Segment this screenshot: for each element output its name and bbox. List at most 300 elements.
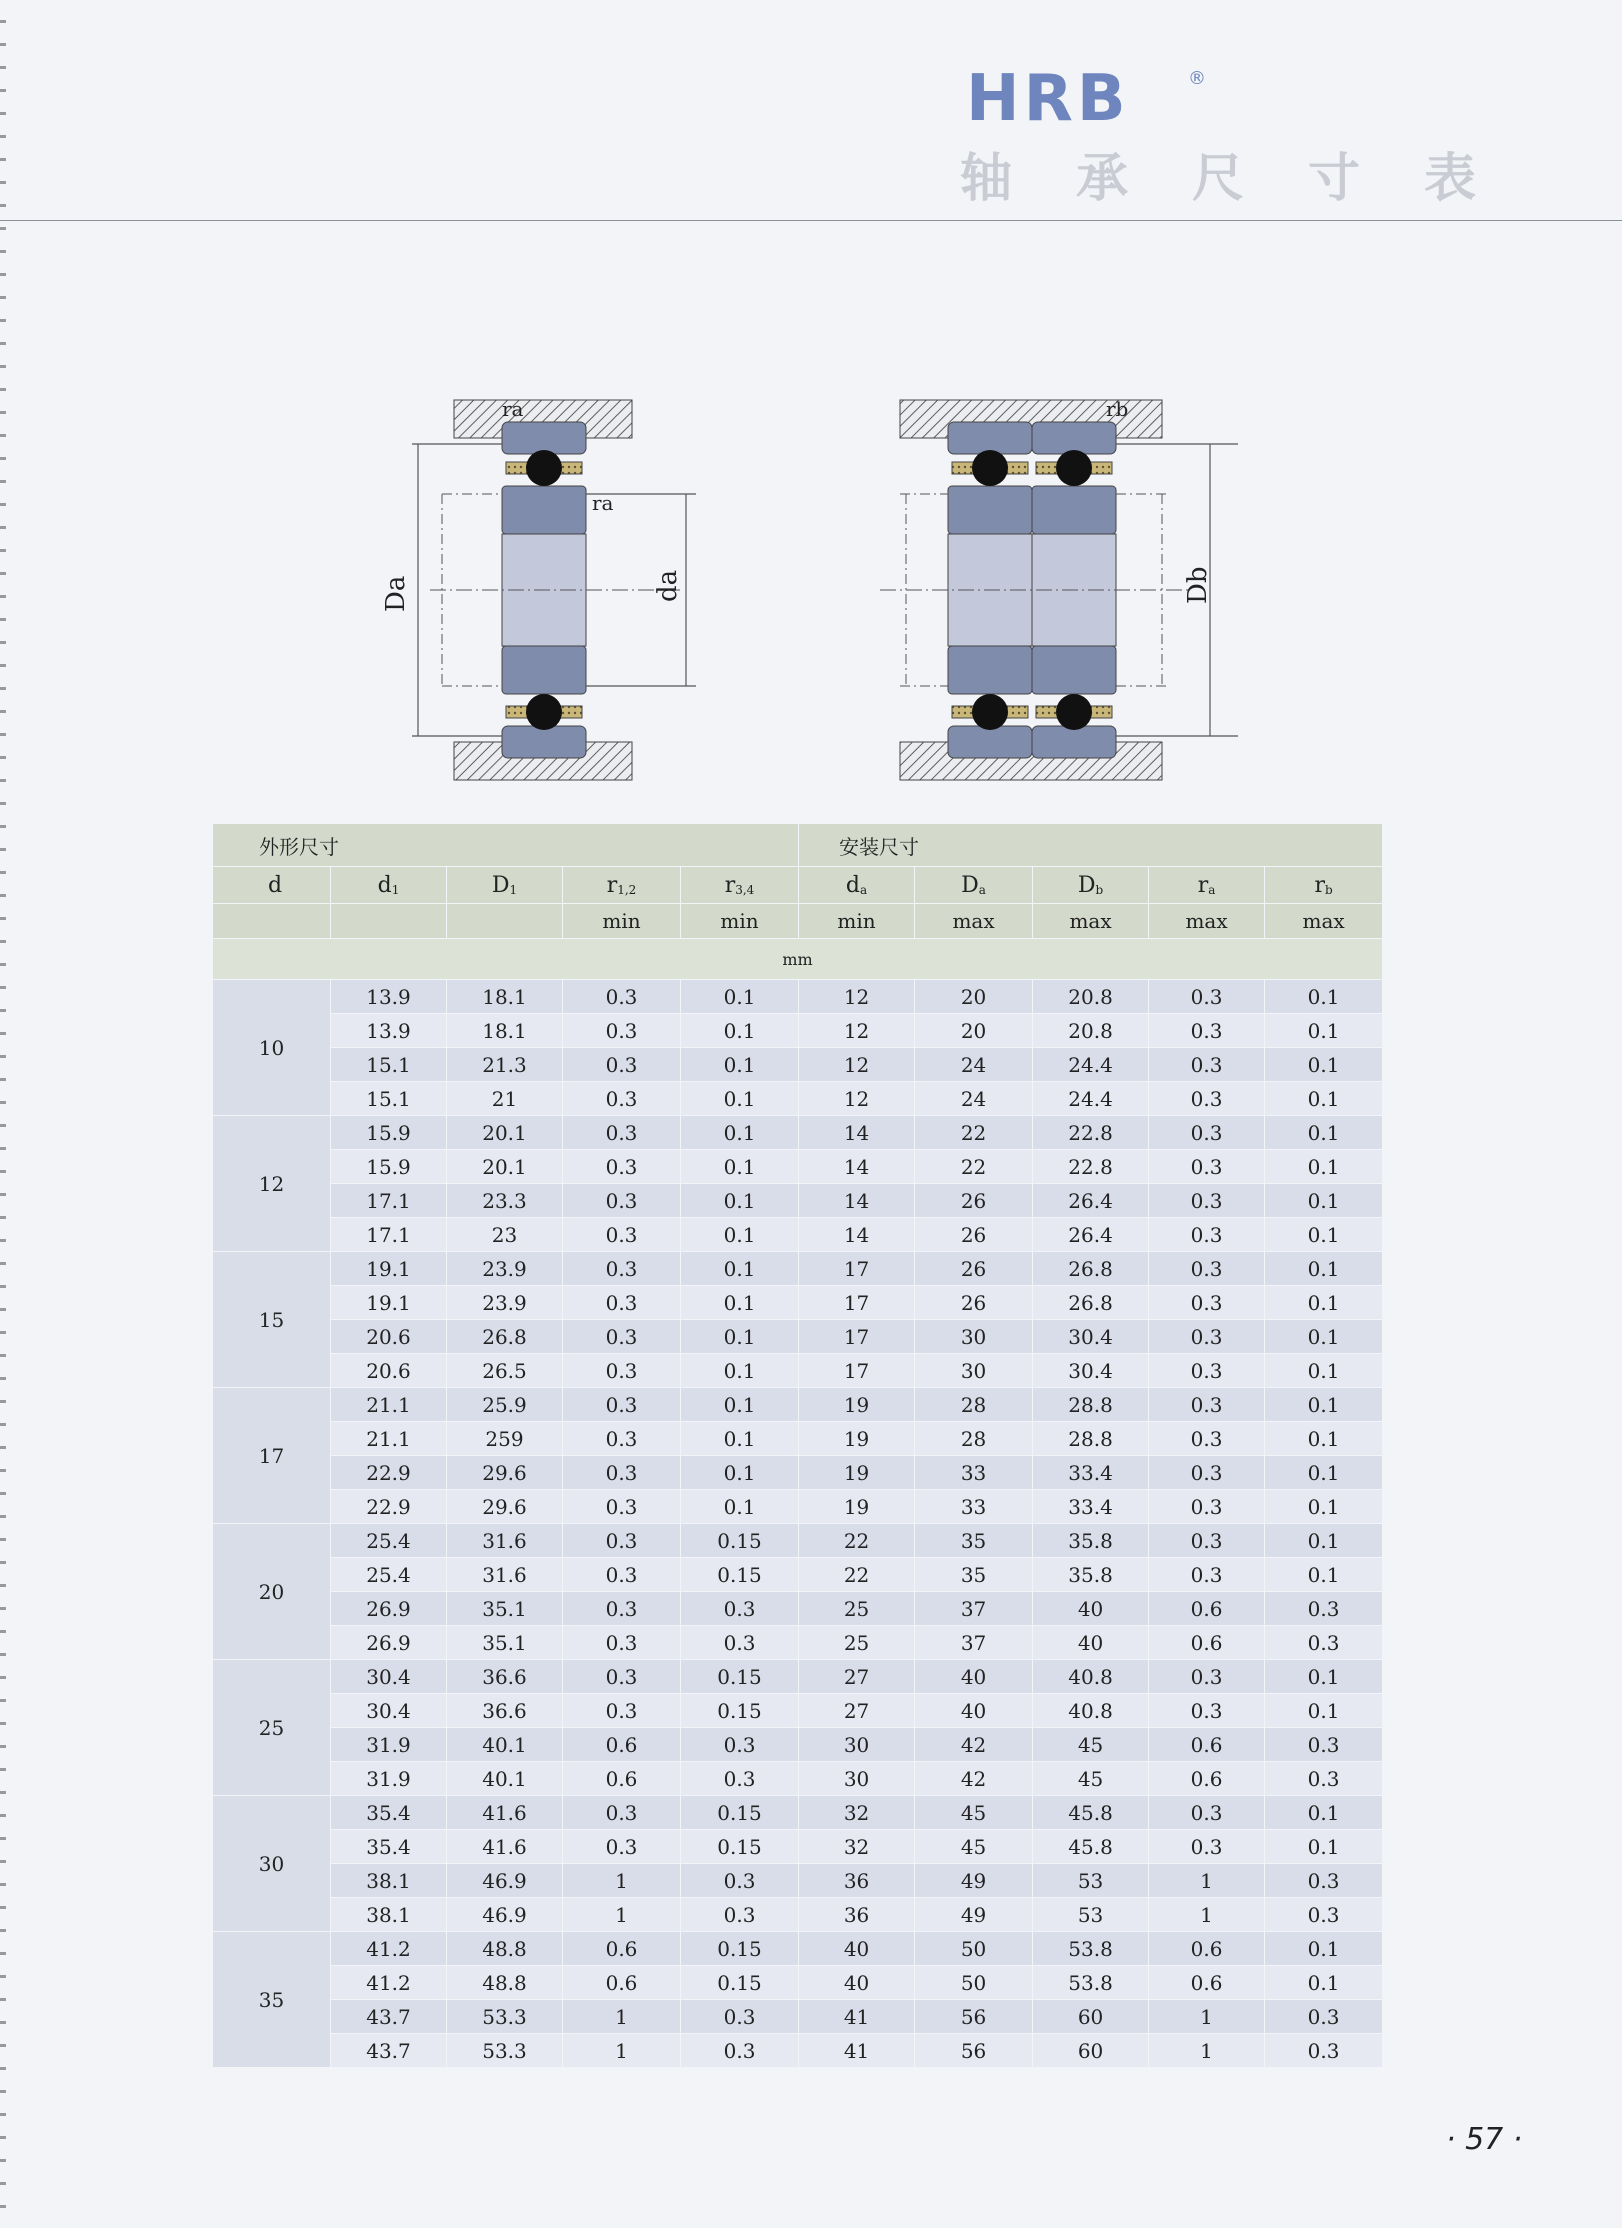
table-cell: 20.6	[331, 1320, 447, 1354]
table-cell: 26	[915, 1184, 1033, 1218]
table-cell: 0.1	[1265, 1048, 1383, 1082]
table-cell: 17	[799, 1252, 915, 1286]
table-cell: 0.1	[681, 1014, 799, 1048]
bore-d-cell: 12	[213, 1116, 331, 1252]
table-cell: 35.1	[447, 1626, 563, 1660]
table-cell: 36.6	[447, 1694, 563, 1728]
table-cell: 26.8	[1033, 1252, 1149, 1286]
table-cell: 0.1	[1265, 1082, 1383, 1116]
table-cell: 0.3	[563, 1524, 681, 1558]
table-cell: 13.9	[331, 1014, 447, 1048]
table-cell: 0.15	[681, 1932, 799, 1966]
table-cell: 42	[915, 1728, 1033, 1762]
table-cell: 0.1	[1265, 1932, 1383, 1966]
table-cell: 0.3	[1149, 1184, 1265, 1218]
table-cell: 0.1	[1265, 1558, 1383, 1592]
table-cell: 32	[799, 1796, 915, 1830]
table-cell: 0.3	[1149, 1524, 1265, 1558]
table-cell: 19	[799, 1456, 915, 1490]
table-cell: 20.8	[1033, 980, 1149, 1014]
table-cell: 0.3	[681, 1592, 799, 1626]
table-cell: 24	[915, 1082, 1033, 1116]
table-cell: 0.1	[1265, 1354, 1383, 1388]
table-cell: 43.7	[331, 2000, 447, 2034]
group-outer: 外形尺寸	[213, 824, 799, 867]
table-cell: 28	[915, 1388, 1033, 1422]
table-cell: 21	[447, 1082, 563, 1116]
table-cell: 1	[563, 2000, 681, 2034]
table-cell: 0.3	[1265, 1864, 1383, 1898]
page-title: 轴承尺寸表	[960, 149, 1541, 209]
table-cell: 56	[915, 2034, 1033, 2068]
table-cell: 0.3	[563, 1252, 681, 1286]
table-row	[213, 1796, 1383, 1830]
table-cell: 0.1	[681, 1252, 799, 1286]
bore-d-cell: 20	[213, 1524, 331, 1660]
table-cell: 14	[799, 1116, 915, 1150]
bore-d-cell: 25	[213, 1660, 331, 1796]
table-cell: 49	[915, 1898, 1033, 1932]
table-row	[213, 1014, 1383, 1048]
table-cell: 33.4	[1033, 1456, 1149, 1490]
table-cell: 0.1	[1265, 1830, 1383, 1864]
table-cell: 23.3	[447, 1184, 563, 1218]
table-row	[213, 1184, 1383, 1218]
table-cell: 28	[915, 1422, 1033, 1456]
table-cell: 19	[799, 1490, 915, 1524]
table-cell: 30.4	[1033, 1320, 1149, 1354]
table-row	[213, 1354, 1383, 1388]
bearing-drawings	[380, 380, 1260, 800]
table-cell: 0.3	[1149, 1014, 1265, 1048]
table-cell: 45	[915, 1796, 1033, 1830]
table-cell: 60	[1033, 2034, 1149, 2068]
table-cell: 0.6	[563, 1728, 681, 1762]
table-cell: 1	[1149, 2000, 1265, 2034]
col-d: d	[213, 867, 331, 904]
table-cell: 40	[915, 1694, 1033, 1728]
table-cell: 0.3	[563, 1592, 681, 1626]
table-cell: 13.9	[331, 980, 447, 1014]
table-cell: 33	[915, 1456, 1033, 1490]
table-cell: 18.1	[447, 1014, 563, 1048]
table-cell: 26	[915, 1252, 1033, 1286]
table-cell: 0.3	[563, 1660, 681, 1694]
table-cell: 0.3	[681, 1898, 799, 1932]
table-row	[213, 1422, 1383, 1456]
col-D1: $D_1$	[447, 867, 563, 904]
table-cell: 26.8	[447, 1320, 563, 1354]
table-cell: 27	[799, 1660, 915, 1694]
table-cell: 25	[799, 1626, 915, 1660]
table-row	[213, 980, 1383, 1014]
header-unit-row	[213, 904, 1383, 939]
unit-r34: min	[681, 904, 799, 939]
table-cell: 25.4	[331, 1524, 447, 1558]
table-cell: 0.3	[681, 1626, 799, 1660]
table-row	[213, 1728, 1383, 1762]
table-cell: 0.3	[1149, 980, 1265, 1014]
table-cell: 0.15	[681, 1830, 799, 1864]
table-cell: 0.15	[681, 1558, 799, 1592]
table-cell: 0.3	[563, 1694, 681, 1728]
table-cell: 46.9	[447, 1864, 563, 1898]
table-cell: 0.1	[681, 1320, 799, 1354]
table-cell: 15.1	[331, 1048, 447, 1082]
table-cell: 17.1	[331, 1218, 447, 1252]
table-cell: 40.8	[1033, 1694, 1149, 1728]
unit-r12: min	[563, 904, 681, 939]
table-row	[213, 1762, 1383, 1796]
table-cell: 0.3	[563, 1388, 681, 1422]
table-cell: 41.2	[331, 1966, 447, 2000]
table-cell: 1	[563, 2034, 681, 2068]
col-r12: $r_{1,2}$	[563, 867, 681, 904]
table-cell: 36	[799, 1864, 915, 1898]
table-cell: 0.3	[563, 1150, 681, 1184]
table-cell: 0.3	[563, 1082, 681, 1116]
table-cell: 0.3	[1149, 1252, 1265, 1286]
label-ra-top: ra	[502, 397, 524, 421]
table-cell: 28.8	[1033, 1388, 1149, 1422]
table-cell: 12	[799, 1082, 915, 1116]
table-cell: 0.3	[1149, 1490, 1265, 1524]
table-cell: 0.3	[563, 1048, 681, 1082]
table-cell: 17	[799, 1320, 915, 1354]
table-cell: 0.3	[1149, 1456, 1265, 1490]
table-cell: 0.3	[681, 2000, 799, 2034]
table-cell: 14	[799, 1184, 915, 1218]
table-cell: 32	[799, 1830, 915, 1864]
table-cell: 1	[563, 1898, 681, 1932]
table-cell: 0.3	[563, 1830, 681, 1864]
table-cell: 1	[1149, 2034, 1265, 2068]
table-cell: 0.15	[681, 1966, 799, 2000]
table-cell: 36.6	[447, 1660, 563, 1694]
table-cell: 0.3	[563, 1456, 681, 1490]
table-row	[213, 1048, 1383, 1082]
label-rb: rb	[1106, 397, 1129, 421]
table-cell: 41	[799, 2034, 915, 2068]
table-row	[213, 1626, 1383, 1660]
table-cell: 0.1	[1265, 1388, 1383, 1422]
table-cell: 12	[799, 1014, 915, 1048]
table-cell: 33.4	[1033, 1490, 1149, 1524]
table-cell: 53.8	[1033, 1966, 1149, 2000]
table-cell: 42	[915, 1762, 1033, 1796]
table-cell: 0.3	[1265, 1592, 1383, 1626]
table-cell: 26	[915, 1286, 1033, 1320]
table-cell: 0.3	[563, 1116, 681, 1150]
table-cell: 20.1	[447, 1116, 563, 1150]
table-cell: 41	[799, 2000, 915, 2034]
table-cell: 0.1	[681, 1286, 799, 1320]
table-cell: 40	[799, 1966, 915, 2000]
table-cell: 53.3	[447, 2034, 563, 2068]
bore-d-cell: 35	[213, 1932, 331, 2068]
table-cell: 0.3	[1149, 1048, 1265, 1082]
table-cell: 60	[1033, 2000, 1149, 2034]
table-row	[213, 1966, 1383, 2000]
table-cell: 21.1	[331, 1422, 447, 1456]
ball-top	[526, 450, 562, 486]
table-cell: 30.4	[331, 1694, 447, 1728]
table-cell: 37	[915, 1592, 1033, 1626]
unit-Db: max	[1033, 904, 1149, 939]
table-cell: 0.1	[1265, 1252, 1383, 1286]
table-row	[213, 1456, 1383, 1490]
table-cell: 0.1	[1265, 1524, 1383, 1558]
table-cell: 35.1	[447, 1592, 563, 1626]
table-cell: 0.15	[681, 1524, 799, 1558]
table-cell: 0.3	[1149, 1388, 1265, 1422]
table-cell: 0.1	[1265, 1422, 1383, 1456]
table-cell: 28.8	[1033, 1422, 1149, 1456]
bore-d-cell: 17	[213, 1388, 331, 1524]
table-cell: 0.3	[1149, 1354, 1265, 1388]
page-number: · 57 ·	[1446, 2122, 1523, 2157]
table-cell: 23	[447, 1218, 563, 1252]
table-cell: 38.1	[331, 1898, 447, 1932]
table-row	[213, 1150, 1383, 1184]
table-cell: 45	[1033, 1762, 1149, 1796]
col-d1: $d_1$	[331, 867, 447, 904]
table-cell: 40	[915, 1660, 1033, 1694]
table-cell: 0.1	[1265, 1320, 1383, 1354]
table-cell: 0.1	[1265, 1150, 1383, 1184]
unit-label: mm	[213, 939, 1383, 980]
table-cell: 53	[1033, 1864, 1149, 1898]
col-Da: $D_a$	[915, 867, 1033, 904]
ball-bottom	[526, 694, 562, 730]
table-cell: 0.3	[1265, 1728, 1383, 1762]
table-row	[213, 1082, 1383, 1116]
table-cell: 0.3	[1149, 1796, 1265, 1830]
brand-logo: HRB	[966, 62, 1130, 136]
table-cell: 21.1	[331, 1388, 447, 1422]
table-cell: 0.3	[1149, 1660, 1265, 1694]
table-cell: 31.9	[331, 1762, 447, 1796]
table-cell: 0.1	[681, 1116, 799, 1150]
table-cell: 18.1	[447, 980, 563, 1014]
table-cell: 0.15	[681, 1660, 799, 1694]
table-cell: 0.1	[681, 1354, 799, 1388]
table-cell: 15.9	[331, 1150, 447, 1184]
table-cell: 30.4	[1033, 1354, 1149, 1388]
table-row	[213, 1558, 1383, 1592]
table-cell: 29.6	[447, 1490, 563, 1524]
right-bearing-drawing	[880, 397, 1238, 780]
table-cell: 45.8	[1033, 1830, 1149, 1864]
table-cell: 12	[799, 1048, 915, 1082]
col-Db: $D_b$	[1033, 867, 1149, 904]
table-cell: 0.3	[681, 1728, 799, 1762]
table-cell: 48.8	[447, 1966, 563, 2000]
table-cell: 0.1	[1265, 1116, 1383, 1150]
table-row	[213, 1864, 1383, 1898]
table-cell: 45	[915, 1830, 1033, 1864]
table-cell: 0.6	[1149, 1966, 1265, 2000]
label-Db: Db	[1183, 566, 1213, 604]
table-cell: 27	[799, 1694, 915, 1728]
table-cell: 46.9	[447, 1898, 563, 1932]
table-row	[213, 1320, 1383, 1354]
table-row	[213, 1898, 1383, 1932]
table-cell: 14	[799, 1218, 915, 1252]
table-cell: 0.1	[681, 1150, 799, 1184]
table-cell: 31.9	[331, 1728, 447, 1762]
table-cell: 35.4	[331, 1796, 447, 1830]
table-cell: 0.1	[1265, 1490, 1383, 1524]
table-cell: 0.3	[563, 1490, 681, 1524]
table-cell: 20	[915, 1014, 1033, 1048]
table-cell: 22.9	[331, 1490, 447, 1524]
table-cell: 50	[915, 1966, 1033, 2000]
table-cell: 0.1	[1265, 1014, 1383, 1048]
table-cell: 50	[915, 1932, 1033, 1966]
table-cell: 41.2	[331, 1932, 447, 1966]
left-bearing-drawing	[381, 397, 696, 780]
table-cell: 0.3	[681, 2034, 799, 2068]
table-cell: 56	[915, 2000, 1033, 2034]
table-cell: 0.15	[681, 1694, 799, 1728]
table-cell: 0.1	[681, 980, 799, 1014]
table-row	[213, 1116, 1383, 1150]
table-cell: 0.6	[563, 1762, 681, 1796]
table-row	[213, 1490, 1383, 1524]
table-cell: 0.6	[1149, 1932, 1265, 1966]
table-cell: 35	[915, 1524, 1033, 1558]
table-cell: 0.1	[1265, 1796, 1383, 1830]
table-cell: 40	[799, 1932, 915, 1966]
table-cell: 20.8	[1033, 1014, 1149, 1048]
table-cell: 26.9	[331, 1626, 447, 1660]
group-mounting: 安装尺寸	[799, 824, 1383, 867]
table-cell: 25	[799, 1592, 915, 1626]
table-cell: 40	[1033, 1626, 1149, 1660]
table-row	[213, 1286, 1383, 1320]
table-cell: 1	[1149, 1864, 1265, 1898]
table-cell: 35.4	[331, 1830, 447, 1864]
bearing-dimension-table	[212, 823, 1383, 2068]
table-cell: 20.1	[447, 1150, 563, 1184]
table-cell: 17.1	[331, 1184, 447, 1218]
bore-d-cell: 30	[213, 1796, 331, 1932]
table-cell: 22.8	[1033, 1150, 1149, 1184]
table-cell: 0.3	[563, 1184, 681, 1218]
table-cell: 0.1	[681, 1082, 799, 1116]
registered-mark: ®	[1188, 68, 1206, 89]
table-row	[213, 1388, 1383, 1422]
table-cell: 22	[799, 1558, 915, 1592]
col-r34: $r_{3,4}$	[681, 867, 799, 904]
table-cell: 45.8	[1033, 1796, 1149, 1830]
table-cell: 0.3	[1265, 2000, 1383, 2034]
table-cell: 0.1	[681, 1422, 799, 1456]
table-cell: 26	[915, 1218, 1033, 1252]
table-cell: 45	[1033, 1728, 1149, 1762]
table-cell: 17	[799, 1286, 915, 1320]
bore-d-cell: 15	[213, 1252, 331, 1388]
table-cell: 41.6	[447, 1830, 563, 1864]
table-cell: 20.6	[331, 1354, 447, 1388]
table-cell: 15.9	[331, 1116, 447, 1150]
label-ra-inner: ra	[592, 491, 614, 515]
table-cell: 0.1	[1265, 1286, 1383, 1320]
table-cell: 35.8	[1033, 1558, 1149, 1592]
table-cell: 53.8	[1033, 1932, 1149, 1966]
table-cell: 0.3	[1149, 1286, 1265, 1320]
table-cell: 0.6	[1149, 1626, 1265, 1660]
table-cell: 0.1	[681, 1218, 799, 1252]
table-cell: 19	[799, 1388, 915, 1422]
table-row	[213, 1694, 1383, 1728]
table-cell: 0.3	[1149, 1218, 1265, 1252]
table-row	[213, 1932, 1383, 1966]
table-cell: 30	[799, 1728, 915, 1762]
table-cell: 0.3	[1149, 1830, 1265, 1864]
unit-da: min	[799, 904, 915, 939]
table-cell: 0.3	[563, 1796, 681, 1830]
header-symbol-row	[213, 867, 1383, 904]
table-cell: 0.1	[681, 1490, 799, 1524]
table-cell: 38.1	[331, 1864, 447, 1898]
table-cell: 22	[915, 1116, 1033, 1150]
table-cell: 0.1	[1265, 1694, 1383, 1728]
label-da: da	[653, 569, 683, 602]
table-cell: 0.3	[681, 1762, 799, 1796]
binder-edge	[0, 0, 6, 2228]
table-row	[213, 1218, 1383, 1252]
table-cell: 20	[915, 980, 1033, 1014]
table-row	[213, 1252, 1383, 1286]
table-cell: 22	[915, 1150, 1033, 1184]
table-cell: 0.1	[1265, 1660, 1383, 1694]
table-row	[213, 1592, 1383, 1626]
table-cell: 1	[563, 1864, 681, 1898]
table-cell: 0.1	[681, 1388, 799, 1422]
table-cell: 31.6	[447, 1524, 563, 1558]
table-cell: 26.4	[1033, 1184, 1149, 1218]
table-cell: 22	[799, 1524, 915, 1558]
table-cell: 0.1	[681, 1184, 799, 1218]
table-cell: 0.1	[681, 1456, 799, 1490]
unit-Da: max	[915, 904, 1033, 939]
table-cell: 33	[915, 1490, 1033, 1524]
table-cell: 0.6	[563, 1932, 681, 1966]
table-cell: 17	[799, 1354, 915, 1388]
table-cell: 35	[915, 1558, 1033, 1592]
table-cell: 26.4	[1033, 1218, 1149, 1252]
table-cell: 0.3	[1265, 1626, 1383, 1660]
table-cell: 49	[915, 1864, 1033, 1898]
table-cell: 0.3	[1265, 2034, 1383, 2068]
table-cell: 259	[447, 1422, 563, 1456]
table-cell: 48.8	[447, 1932, 563, 1966]
table-cell: 0.3	[1149, 1422, 1265, 1456]
col-ra: $r_a$	[1149, 867, 1265, 904]
table-cell: 0.1	[681, 1048, 799, 1082]
table-cell: 19.1	[331, 1286, 447, 1320]
table-cell: 0.3	[1149, 1150, 1265, 1184]
table-cell: 23.9	[447, 1286, 563, 1320]
table-cell: 31.6	[447, 1558, 563, 1592]
table-cell: 53	[1033, 1898, 1149, 1932]
table-cell: 0.3	[563, 1626, 681, 1660]
table-cell: 24.4	[1033, 1082, 1149, 1116]
table-cell: 30	[799, 1762, 915, 1796]
table-cell: 37	[915, 1626, 1033, 1660]
